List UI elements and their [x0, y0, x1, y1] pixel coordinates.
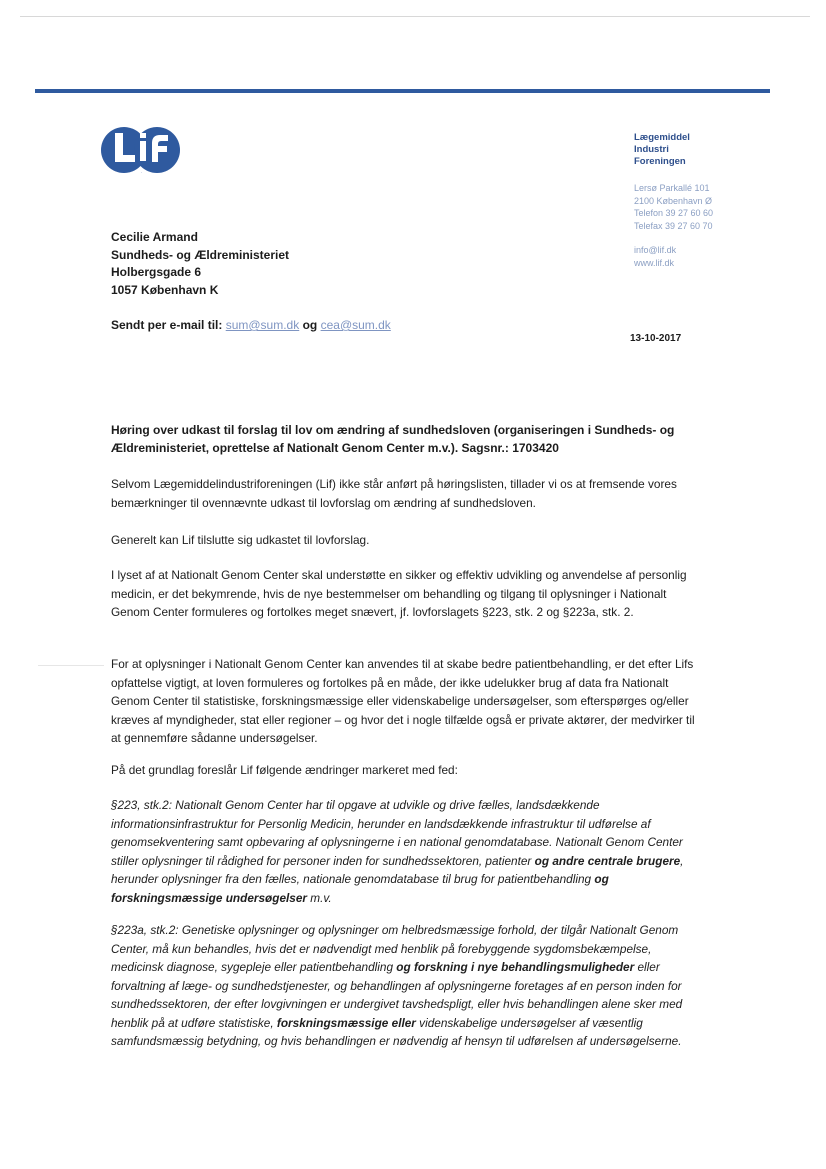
org-phone: Telefon 39 27 60 60 — [634, 208, 714, 218]
proposal-bold-change: forskningsmæssige eller — [276, 1015, 416, 1030]
letter-subject: Høring over udkast til forslag til lov om ændring af sundhedsloven (organiseringen i Sundheds- og Ældreministeriet, oprettelse af Nationalt Genom Center m.v.). Sagsnr.: 1703420 — [111, 423, 675, 455]
org-fax: Telefax 39 27 60 70 — [634, 220, 713, 231]
proposal-bold-change: og forskning i nye behandlingsmuligheder — [396, 960, 635, 974]
proposal-text: eller forvaltning af læge- og sundhedstjenester, og behandlingen af oplysningerne foretages af en person inden for sundhedssektoren, der efter lovgivningen er undergivet tavshedspligt, eller hvis behandlingen alene sker med henblik på at udføre statistiske, — [111, 960, 683, 1030]
org-email: info@lif.dk — [634, 245, 677, 255]
proposal-text: , herunder oplysninger fra den fælles, nationale genomdatabase til brug for patientbehandling — [111, 853, 684, 886]
recipient-name: Cecilie Armand — [111, 230, 198, 244]
letter-date: 13-10-2017 — [630, 333, 682, 344]
paragraph-proposal-intro: På det grundlag foreslår Lif følgende ændringer markeret med fed: — [111, 763, 458, 777]
org-name-line: Foreningen — [634, 156, 686, 167]
paragraph-intro: Selvom Lægemiddelindustriforeningen (Lif) ikke står anført på høringslisten, tillader vi os at fremsende vores bemærkninger til ovennævnte udkast til lovforslag om ændring af sundhedsloven. — [111, 477, 677, 510]
recipient-street: Holbergsgade 6 — [111, 265, 202, 279]
org-name-line: Lægemiddel — [634, 132, 690, 143]
sent-conjunction: og — [302, 318, 318, 332]
sent-email-link[interactable]: cea@sum.dk — [320, 318, 391, 332]
org-contact — [634, 182, 713, 269]
logo-text: Lif — [141, 173, 143, 174]
paragraph-support: Generelt kan Lif tilslutte sig udkastet til lovforslag. — [111, 533, 370, 547]
org-address-city: 2100 København Ø — [634, 195, 713, 206]
scan-mark — [38, 665, 104, 666]
sent-line — [111, 318, 391, 332]
org-name — [634, 132, 690, 168]
lif-logo-icon — [100, 125, 182, 175]
scan-edge-line — [20, 16, 810, 17]
recipient-address — [111, 229, 289, 299]
proposal-223-stk2 — [111, 796, 701, 907]
proposal-text: m.v. — [307, 890, 332, 905]
proposal-text: §223a, stk.2: Genetiske oplysninger og oplysninger om helbredsmæssige forhold, der tilgår Nationalt Genom Center, må kun behandles, hvis det er nødvendigt med henblik på forebyggende sygdomsbekæmpelse, medicinsk diagnose, sygepleje eller patientbehandling — [111, 923, 679, 974]
paragraph-concern: I lyset af at Nationalt Genom Center skal understøtte en sikker og effektiv udvikling og anvendelse af personlig medicin, er det bekymrende, hvis de nye bestemmelser om behandling og tilgang til oplysninger i Nationalt Genom Center formuleres og fortolkes meget snævert, jf. lovforslagets §223, stk. 2 og §223a, stk. 2. — [111, 568, 687, 619]
org-address-street: Lersø Parkallé 101 — [634, 183, 710, 193]
sent-email-link[interactable]: sum@sum.dk — [225, 318, 300, 332]
letterhead-rule — [35, 89, 770, 93]
paragraph-data-use: For at oplysninger i Nationalt Genom Center kan anvendes til at skabe bedre patientbehandling, er det efter Lifs opfattelse vigtigt, at loven formuleres og fortolkes på en måde, der ikke udelukker brug af data fra Nationalt Genom Center til statistiske, forskningsmæssige eller videnskabelige undersøgelser, som efterspørges og/eller kræves af myndigheder, stat eller regioner – og hvor det i nogle tilfælde også er private aktører, der medvirker til at gennemføre sådanne undersøgelser. — [111, 657, 695, 745]
sent-prefix: Sendt per e-mail til: — [111, 318, 223, 332]
proposal-bold-change: og forskningsmæssige undersøgelser — [111, 872, 609, 905]
org-website: www.lif.dk — [634, 257, 675, 268]
org-name-line: Industri — [634, 144, 669, 155]
proposal-text: videnskabelige undersøgelser af væsentlig samfundsmæssig betydning, og hvis behandlingen er nødvendig af hensyn til udførelsen af undersøgelserne. — [111, 1015, 682, 1048]
recipient-city: 1057 København K — [111, 282, 219, 297]
proposal-text: §223, stk.2: Nationalt Genom Center har til opgave at udvikle og drive fælles, landsdækkende informationsinfrastruktur for Personlig Medicin, herunder en landsdækkende infrastruktur til udførelse af genomsekventering samt opbevaring af oplysningerne i en national genomdatabase. Nationalt Genom Center stiller oplysninger til rådighed for personer inden for sundhedssektoren, patienter — [111, 798, 683, 868]
proposal-223a-stk2 — [111, 921, 701, 1051]
proposal-bold-change: og andre centrale brugere — [534, 853, 681, 868]
recipient-ministry: Sundheds- og Ældreministeriet — [111, 247, 290, 262]
